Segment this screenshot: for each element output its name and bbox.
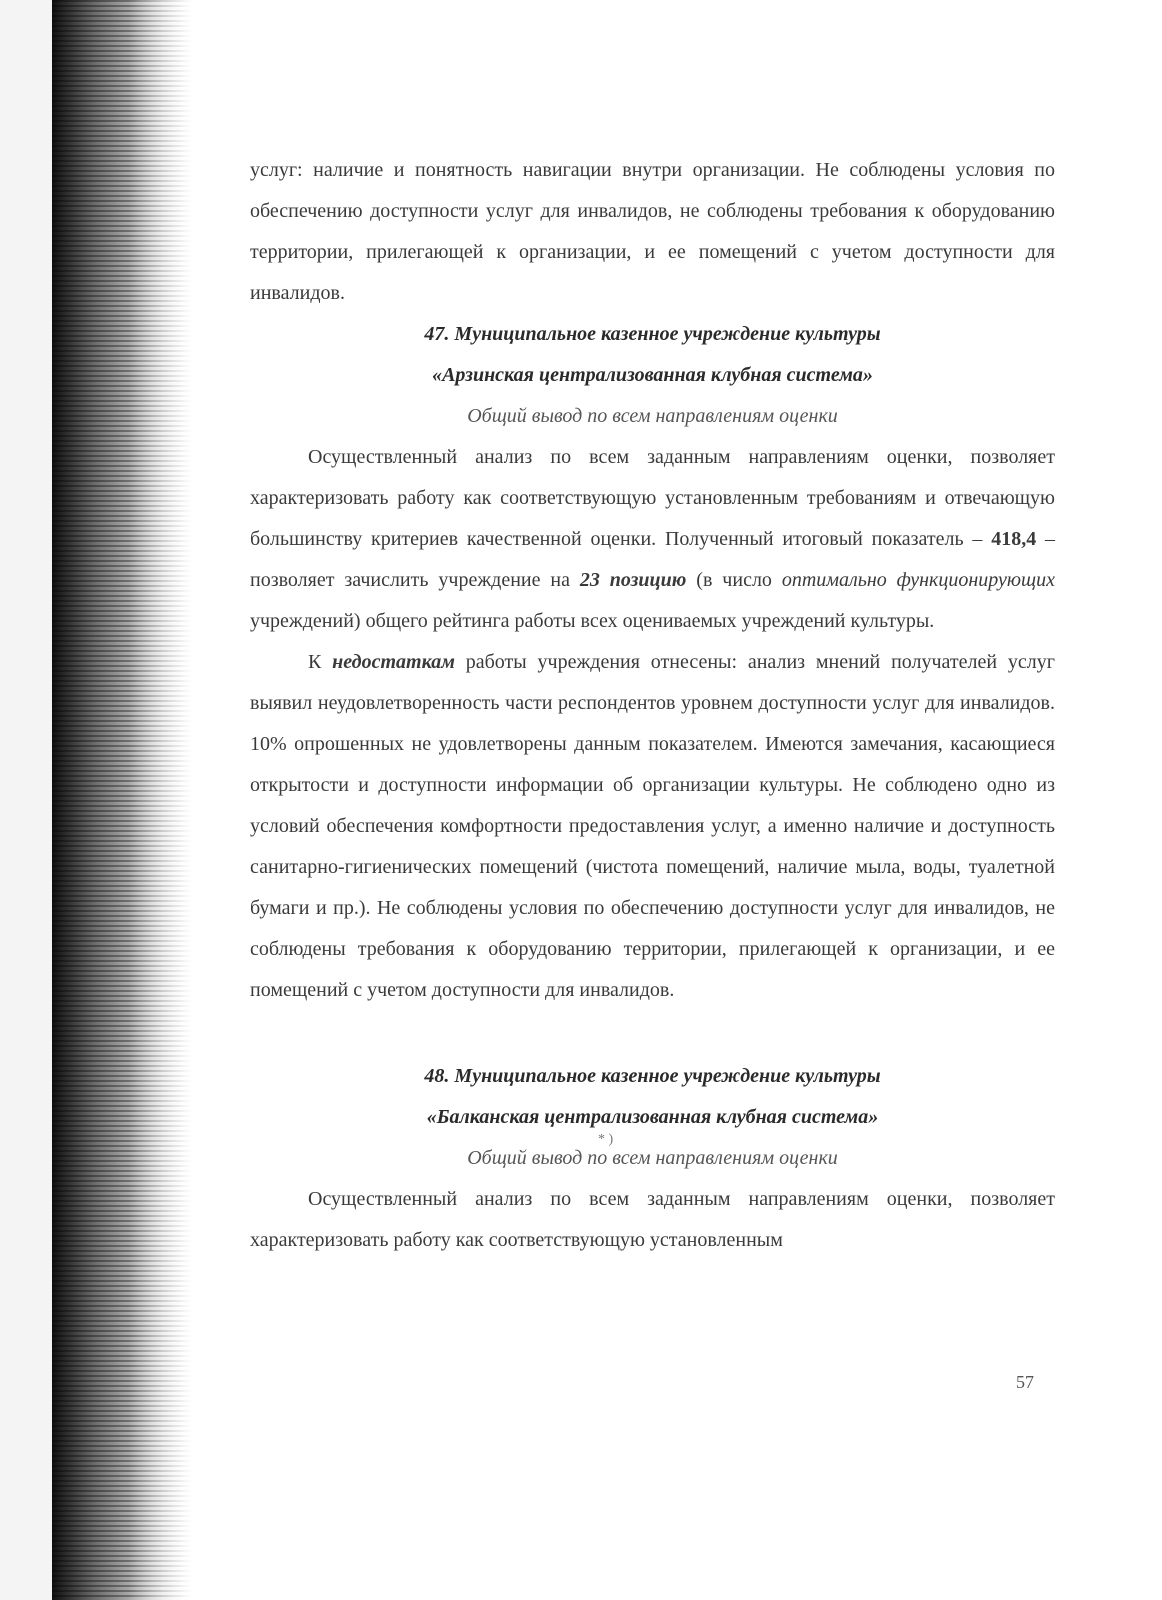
section-48 xyxy=(250,1056,1055,1261)
section-47-summary-paragraph xyxy=(250,437,1055,642)
section-47-shortcomings-paragraph xyxy=(250,642,1055,1011)
section-47-title-line1: 47. Муниципальное казенное учреждение культуры xyxy=(424,323,881,345)
summary-text-c: (в число xyxy=(686,569,782,591)
shortcomings-term: недостаткам xyxy=(332,651,455,673)
scan-speck: * ) xyxy=(598,1132,614,1147)
continued-paragraph: услуг: наличие и понятность навигации внутри организации. Не соблюдены условия по обеспечению доступности услуг для инвалидов, не соблюдены требования к оборудованию территории, прилегающей к организации, и ее помещений с учетом доступности для инвалидов. xyxy=(250,159,1055,304)
section-47-title-line2: «Арзинская централизованная клубная система» xyxy=(432,364,873,386)
section-48-summary-paragraph: Осуществленный анализ по всем заданным направлениям оценки, позволяет характеризовать работу как соответствующую установленным xyxy=(250,1188,1055,1251)
scan-shadow-band xyxy=(52,0,192,1600)
section-48-subtitle: Общий вывод по всем направлениям оценки xyxy=(467,1147,838,1169)
shortcomings-text-a: К xyxy=(308,651,333,673)
document-page xyxy=(250,150,1055,1261)
page-number: 57 xyxy=(1016,1372,1034,1392)
summary-text-a: Осуществленный анализ по всем заданным направлениям оценки, позволяет характеризовать работу как соответствующую установленным требованиям и отвечающую большинству критериев качественной оценки. Полученный итоговый показатель – xyxy=(250,446,1055,550)
summary-text-b: – позволяет зачислить учреждение на xyxy=(250,528,1056,591)
section-48-title-line2: «Балканская централизованная клубная система» xyxy=(426,1106,879,1128)
section-47 xyxy=(250,314,1055,1011)
final-score: 418,4 xyxy=(991,528,1037,550)
section-47-subtitle: Общий вывод по всем направлениям оценки xyxy=(467,405,838,427)
section-48-title-line1: 48. Муниципальное казенное учреждение культуры xyxy=(424,1065,881,1087)
rating-position: 23 позицию xyxy=(579,569,687,591)
shortcomings-text-b: работы учреждения отнесены: анализ мнений получателей услуг выявил неудовлетворенность части респондентов уровнем доступности услуг для инвалидов. 10% опрошенных не удовлетворены данным показателем. Имеются замечания, касающиеся открытости и доступности информации об организации культуры. Не соблюдено одно из условий обеспечения комфортности предоставления услуг, а именно наличие и доступность санитарно-гигиенических помещений (чистота помещений, наличие мыла, воды, туалетной бумаги и пр.). Не соблюдены условия по обеспечению доступности услуг для инвалидов, не соблюдены требования к оборудованию территории, прилегающей к организации, и ее помещений с учетом доступности для инвалидов. xyxy=(250,651,1055,1001)
rating-category: оптимально функционирующих xyxy=(781,569,1055,591)
summary-text-d: учреждений) общего рейтинга работы всех оцениваемых учреждений культуры. xyxy=(250,610,935,632)
section-gap xyxy=(250,1011,1055,1056)
